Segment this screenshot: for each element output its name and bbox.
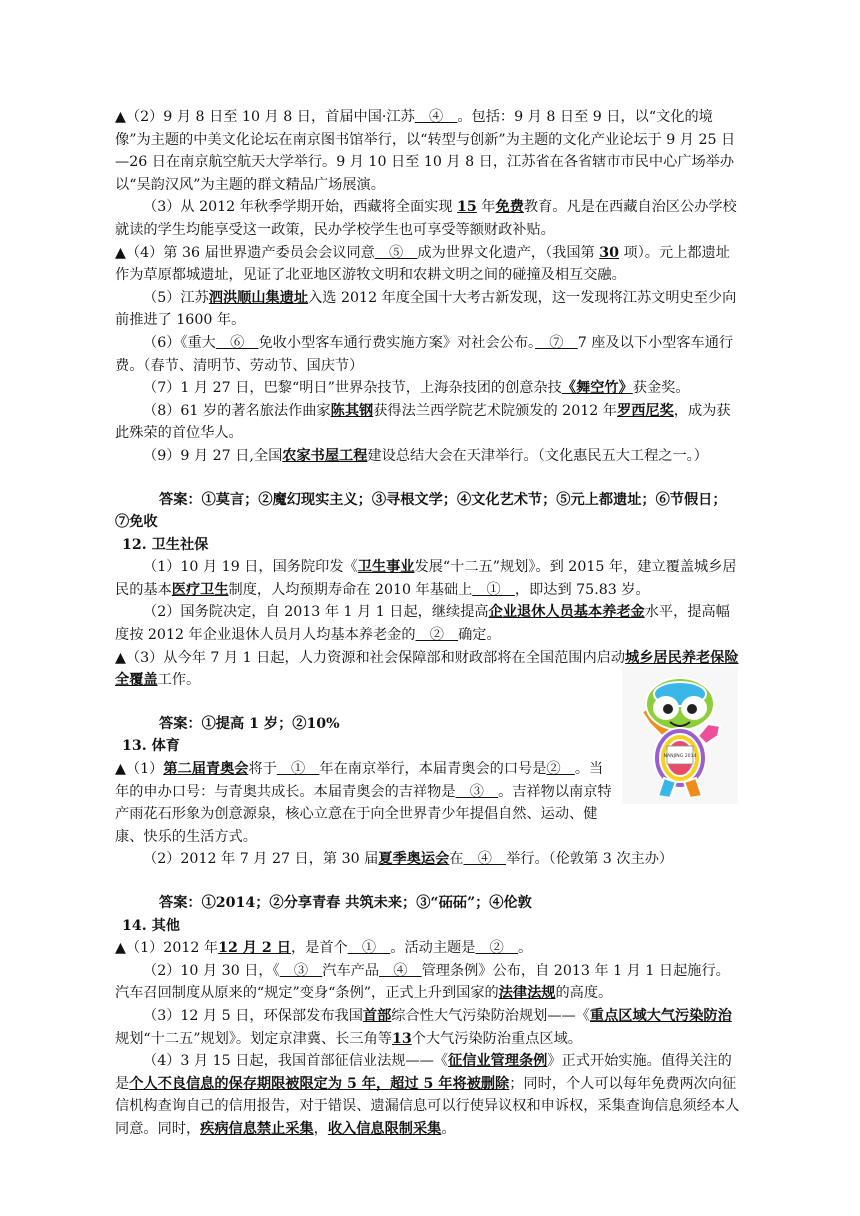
keyword: 征信业管理条例	[448, 1053, 548, 1070]
answer-12: 答案：①提高 1 岁；②10%	[159, 715, 340, 732]
text: ，即达到 75.83 岁。	[514, 581, 650, 598]
keyword: 30	[599, 244, 620, 261]
text: （6）《重大	[143, 334, 216, 351]
paragraph-12-1	[115, 556, 740, 601]
paragraph-11-5	[115, 287, 740, 332]
keyword: 首部	[362, 1007, 392, 1024]
mascot-badge-text: NANJING 2014	[663, 754, 697, 759]
text: 综合性大气污染防治规划——《	[391, 1007, 590, 1024]
text: 个大气污染防治重点区域。	[411, 1030, 582, 1047]
keyword: 15	[457, 199, 477, 216]
paragraph-13-2	[115, 848, 740, 871]
text: 。活动主题是	[390, 940, 476, 957]
blank-4: ④	[414, 109, 458, 125]
paragraph-11-7	[115, 377, 740, 400]
text: （3）12 月 5 日，环保部发布我国	[143, 1007, 363, 1024]
text: 将于	[248, 761, 277, 778]
keyword: 个人不良信息的保存期限被限定为 5 年，超过 5 年将被删除	[129, 1075, 510, 1092]
text: 建设总结大会在天津举行。（文化惠民五大工程之一。）	[367, 447, 708, 464]
section-title-13: 13. 体育	[122, 738, 180, 755]
blank-5: ⑤	[374, 244, 418, 261]
paragraph-11-3	[115, 196, 740, 241]
blank-2: ②	[546, 761, 575, 778]
text: 入选 2012 年度全国十大考古新发现，这一发现将江苏文明史至少向前推进了 1600 年。	[115, 289, 737, 329]
mascot-image	[622, 666, 738, 804]
text: 举行。（伦敦第 3 次主办）	[506, 851, 674, 868]
text: 在	[449, 851, 464, 868]
text: （2）10 月 30 日，《	[143, 962, 280, 979]
text: （7）1 月 27 日，巴黎“明日”世界杂技节，上海杂技团的创意杂技	[143, 380, 562, 397]
text: （4）3 月 15 日起，我国首部征信业法规——《	[143, 1053, 449, 1070]
text: 。	[518, 940, 533, 957]
paragraph-14-3	[115, 1005, 740, 1050]
text: 确定。	[458, 627, 501, 644]
document-body	[115, 0, 740, 1141]
keyword: 第二届青奥会	[163, 761, 249, 778]
keyword: 12 月 2 日	[218, 940, 291, 957]
keyword: 农家书屋工程	[282, 447, 368, 464]
blank-2: ②	[415, 627, 459, 644]
text: 7 座及以下小型客车通行费。（春节、清明节、劳动节、国庆节）	[115, 334, 734, 374]
blank-4: ④	[379, 962, 422, 979]
text: 的高度。	[555, 985, 613, 1002]
blank-2: ②	[475, 940, 518, 957]
paragraph-11-8	[115, 400, 740, 445]
keyword: 夏季奥运会	[378, 851, 450, 868]
answer-13: 答案：①2014；②分享青春 共筑未来；③“砳砳”；④伦敦	[159, 895, 532, 911]
paragraph-12-2	[115, 601, 740, 646]
text: ，成为获此殊荣的首位华人。	[115, 402, 731, 442]
text: 获金奖。	[632, 380, 690, 397]
paragraph-13-1	[115, 758, 615, 848]
text: 年在南京举行，本届青奥会的口号是	[319, 761, 547, 778]
keyword: 《舞空竹》	[561, 380, 633, 397]
text: ，是首个	[290, 940, 348, 957]
text: ▲（1）2012 年	[115, 940, 219, 957]
text: 成为世界文化遗产，（我国第	[417, 244, 600, 261]
text: 。当年的申办口号：与青奥共成长。本届青奥会的吉祥物是	[115, 761, 604, 800]
text: （9）9 月 27 日,全国	[143, 447, 283, 464]
paragraph-11-4	[115, 242, 740, 287]
text: 。包括：9 月 8 日至 9 日，以“文化的境像”为主题的中美文化论坛在南京图书馆举行，以“转型与创新”为主题的文化产业论坛于 9 月 25 日—26 日在南京航空航天大学举行。9 月 10 日至 10 月 8 日，江苏省在各省辖市市民中心广场举办以“吴韵汉风”为主题的群文精品广场展演。	[115, 109, 736, 193]
text: ▲（1）	[115, 761, 164, 778]
text: ▲（4）第 36 届世界遗产委员会会议同意	[115, 244, 375, 261]
mascot-illustration	[622, 666, 738, 804]
text: 免收小型客车通行费实施方案》对社会公布。	[258, 334, 536, 351]
blank-1: ①	[472, 581, 515, 598]
text: 获得法兰西学院艺术院颁发的 2012 年	[373, 402, 617, 419]
blank-7: ⑦	[535, 334, 578, 351]
text: ▲（3）从今年 7 月 1 日起，人力资源和社会保障部和财政部将在全国范围内启动	[115, 649, 626, 666]
text: ；同时，个人可以每年免费两次向征信机构查询自己的信用报告，对于错误、遗漏信息可以行使异议权和申诉权，采集查询信息须经本人同意。同时，	[115, 1075, 740, 1137]
keyword: 疾病信息禁止采集	[200, 1120, 314, 1137]
text: 工作。	[157, 672, 201, 689]
text: （2）2012 年 7 月 27 日，第 30 届	[143, 851, 379, 868]
answer-11: 答案：①莫言；②魔幻现实主义；③寻根文学；④文化艺术节；⑤元上都遗址；⑥节假日；⑦免收	[115, 491, 727, 531]
text: ，	[313, 1120, 328, 1137]
text: 规划“十二五”规划》。划定京津冀、长三角等	[115, 1030, 392, 1047]
paragraph-11-2	[115, 106, 740, 196]
paragraph-11-6	[115, 332, 740, 377]
text: 管理条例》公布，自 2013 年 1 月 1 日起施行。汽车召回制度从原来的“规定”变身“条例”，正式上升到国家的	[115, 962, 730, 1002]
paragraph-11-9	[115, 445, 740, 468]
keyword: 企业退休人员基本养老金	[488, 604, 645, 621]
section-title-14: 14. 其他	[122, 917, 180, 934]
text: 水平，提高幅度按 2012 年企业退休人员月人均基本养老金的	[115, 604, 730, 644]
blank-4: ④	[463, 851, 507, 868]
blank-1: ①	[347, 940, 391, 957]
text: 》正式开始实施。值得关注的是	[115, 1053, 732, 1092]
text: 制度，人均预期寿命在 2010 年基础上	[228, 581, 473, 598]
paragraph-14-1	[115, 937, 740, 960]
text: 项）。元上都遗址作为草原都城遗址，见证了北亚地区游牧文明和农耕文明之间的碰撞及相互交融。	[115, 244, 730, 284]
blank-3: ③	[279, 962, 323, 979]
section-title-12: 12. 卫生社保	[122, 536, 209, 553]
paragraph-14-4	[115, 1050, 740, 1140]
keyword: 医疗卫生	[171, 581, 229, 598]
text: （2）国务院决定，自 2013 年 1 月 1 日起，继续提高	[143, 604, 489, 621]
text: 教育。凡是在西藏自治区公办学校就读的学生均能享受这一政策，民办学校学生也可享受等额财政补贴。	[115, 199, 737, 238]
text: 年	[476, 199, 496, 216]
keyword: 泗洪顺山集遗址	[208, 289, 309, 306]
keyword: 卫生事业	[357, 559, 415, 576]
keyword: 重点区域大气污染防治	[589, 1007, 732, 1024]
text: （1）10 月 19 日，国务院印发《	[143, 559, 358, 576]
blank-6: ⑥	[215, 334, 259, 351]
text: 汽车产品	[322, 962, 380, 979]
text: （3）从 2012 年秋季学期开始，西藏将全面实现	[143, 199, 458, 216]
text: 。	[441, 1120, 456, 1137]
keyword: 免费	[495, 199, 524, 216]
text: 发展“十二五”规划》。到 2015 年，建立覆盖城乡居民的基本	[115, 559, 737, 598]
keyword: 法律法规	[498, 985, 556, 1002]
paragraph-14-2	[115, 960, 740, 1005]
text: 。吉祥物以南京特产雨花石形象为创意源泉，核心立意在于向全世界青少年提倡自然、运动、健康、快乐的生活方式。	[115, 783, 612, 845]
text: （5）江苏	[143, 289, 209, 306]
keyword: 13	[391, 1030, 412, 1047]
blank-3: ③	[455, 783, 499, 800]
keyword: 收入信息限制采集	[327, 1120, 442, 1137]
keyword: 陈其钢	[330, 402, 374, 419]
text: ▲（2）9 月 8 日至 10 月 8 日，首届中国·江苏	[115, 109, 415, 125]
keyword: 城乡居民养老保险全覆盖	[115, 649, 739, 689]
text: （8）61 岁的著名旅法作曲家	[143, 402, 331, 419]
keyword: 罗西尼奖	[617, 402, 674, 419]
blank-1: ①	[276, 761, 320, 778]
